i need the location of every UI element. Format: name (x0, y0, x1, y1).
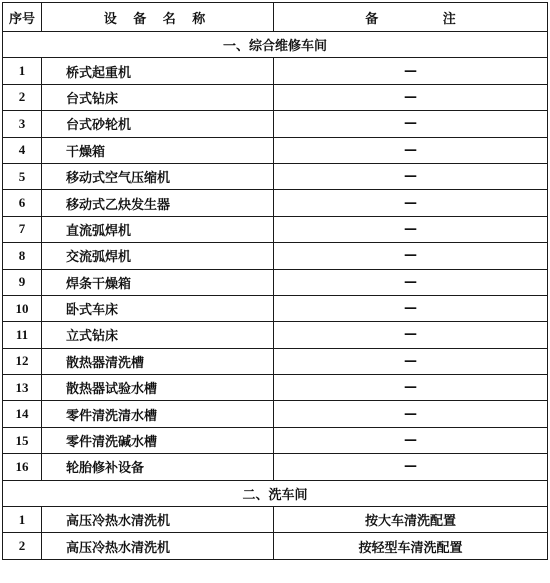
row-number: 2 (3, 533, 42, 559)
equipment-note: — (274, 401, 548, 427)
row-number: 10 (3, 295, 42, 321)
row-number: 3 (3, 111, 42, 137)
section-header-row (3, 480, 548, 506)
row-number: 11 (3, 322, 42, 348)
table-row (3, 190, 548, 216)
row-number: 4 (3, 137, 42, 163)
equipment-note: — (274, 295, 548, 321)
equipment-name: 零件清洗清水槽 (42, 401, 274, 427)
row-number: 7 (3, 216, 42, 242)
row-number: 1 (3, 58, 42, 84)
table-row (3, 533, 548, 559)
equipment-note: — (274, 375, 548, 401)
equipment-name: 散热器清洗槽 (42, 348, 274, 374)
equipment-note: — (274, 137, 548, 163)
table-row (3, 507, 548, 533)
equipment-note: — (274, 454, 548, 480)
equipment-name: 台式钻床 (42, 84, 274, 110)
header-no: 序号 (3, 3, 42, 32)
table-row (3, 137, 548, 163)
equipment-note: — (274, 322, 548, 348)
equipment-note: — (274, 111, 548, 137)
row-number: 2 (3, 84, 42, 110)
equipment-note: 按大车清洗配置 (274, 507, 548, 533)
table-row (3, 295, 548, 321)
row-number: 16 (3, 454, 42, 480)
equipment-note: — (274, 427, 548, 453)
header-name: 设 备 名 称 (42, 3, 274, 32)
table-row (3, 375, 548, 401)
equipment-name: 干燥箱 (42, 137, 274, 163)
row-number: 8 (3, 243, 42, 269)
equipment-name: 高压冷热水清洗机 (42, 507, 274, 533)
table-row (3, 348, 548, 374)
equipment-name: 高压冷热水清洗机 (42, 533, 274, 559)
equipment-name: 台式砂轮机 (42, 111, 274, 137)
equipment-name: 卧式车床 (42, 295, 274, 321)
row-number: 5 (3, 163, 42, 189)
table-row (3, 163, 548, 189)
header-note: 备 注 (274, 3, 548, 32)
equipment-name: 焊条干燥箱 (42, 269, 274, 295)
row-number: 6 (3, 190, 42, 216)
equipment-name: 桥式起重机 (42, 58, 274, 84)
equipment-name: 交流弧焊机 (42, 243, 274, 269)
equipment-note: — (274, 243, 548, 269)
table-row (3, 243, 548, 269)
equipment-name: 直流弧焊机 (42, 216, 274, 242)
equipment-note: — (274, 58, 548, 84)
equipment-note: — (274, 190, 548, 216)
table-body (3, 32, 548, 560)
equipment-name: 零件清洗碱水槽 (42, 427, 274, 453)
row-number: 12 (3, 348, 42, 374)
header-row (3, 3, 548, 32)
equipment-note: — (274, 348, 548, 374)
table-row (3, 427, 548, 453)
equipment-name: 轮胎修补设备 (42, 454, 274, 480)
section-header-row (3, 32, 548, 58)
equipment-note: 按轻型车清洗配置 (274, 533, 548, 559)
table-row (3, 111, 548, 137)
table-row (3, 322, 548, 348)
table-row (3, 84, 548, 110)
equipment-note: — (274, 216, 548, 242)
equipment-name: 移动式空气压缩机 (42, 163, 274, 189)
row-number: 9 (3, 269, 42, 295)
equipment-name: 散热器试验水槽 (42, 375, 274, 401)
row-number: 1 (3, 507, 42, 533)
row-number: 13 (3, 375, 42, 401)
table-row (3, 454, 548, 480)
equipment-name: 移动式乙炔发生器 (42, 190, 274, 216)
table-row (3, 58, 548, 84)
row-number: 14 (3, 401, 42, 427)
equipment-table (2, 2, 548, 560)
equipment-note: — (274, 84, 548, 110)
table-row (3, 401, 548, 427)
table-row (3, 216, 548, 242)
equipment-note: — (274, 269, 548, 295)
section-title: 二、洗车间 (3, 480, 548, 506)
row-number: 15 (3, 427, 42, 453)
table-row (3, 269, 548, 295)
equipment-name: 立式钻床 (42, 322, 274, 348)
equipment-note: — (274, 163, 548, 189)
section-title: 一、综合维修车间 (3, 32, 548, 58)
